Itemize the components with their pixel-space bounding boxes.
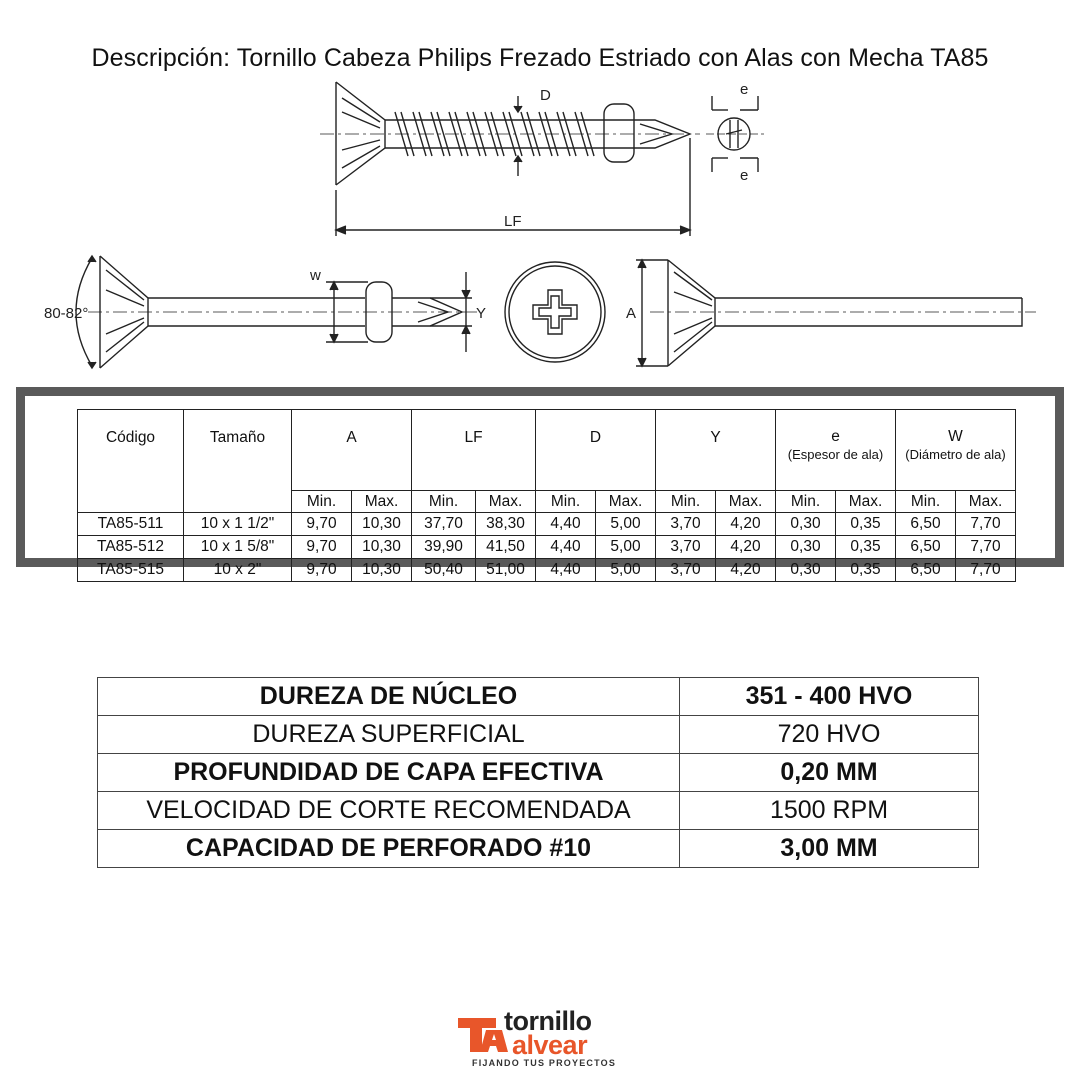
property-value: 351 - 400 HVO bbox=[680, 678, 979, 716]
cell-w-max: 7,70 bbox=[956, 513, 1016, 536]
label-y: Y bbox=[476, 305, 487, 322]
cell-w-max: 7,70 bbox=[956, 536, 1016, 559]
cell-y-min: 3,70 bbox=[656, 513, 716, 536]
header-w bbox=[896, 410, 1016, 491]
header-min: Min. bbox=[292, 491, 352, 513]
cell-y-max: 4,20 bbox=[716, 559, 776, 582]
screw-profile-view-right bbox=[636, 260, 1036, 366]
header-max: Max. bbox=[836, 491, 896, 513]
cell-lf-max: 41,50 bbox=[476, 536, 536, 559]
cell-codigo: TA85-515 bbox=[78, 559, 184, 582]
cell-w-min: 6,50 bbox=[896, 536, 956, 559]
brand-logo bbox=[456, 1006, 626, 1070]
cell-e-max: 0,35 bbox=[836, 536, 896, 559]
property-row bbox=[98, 754, 979, 792]
property-value: 3,00 MM bbox=[680, 830, 979, 868]
label-angle: 80-82° bbox=[44, 305, 89, 322]
cell-lf-min: 50,40 bbox=[412, 559, 476, 582]
cell-d-min: 4,40 bbox=[536, 536, 596, 559]
cell-codigo: TA85-512 bbox=[78, 536, 184, 559]
cell-y-min: 3,70 bbox=[656, 536, 716, 559]
spec-table bbox=[77, 409, 1016, 582]
logo-line-1: tornillo bbox=[504, 1006, 592, 1036]
cell-d-min: 4,40 bbox=[536, 559, 596, 582]
property-value: 0,20 MM bbox=[680, 754, 979, 792]
header-max: Max. bbox=[352, 491, 412, 513]
header-tamano: Tamaño bbox=[184, 410, 292, 513]
cell-d-min: 4,40 bbox=[536, 513, 596, 536]
property-name: CAPACIDAD DE PERFORADO #10 bbox=[98, 830, 680, 868]
cell-tamano: 10 x 1 1/2" bbox=[184, 513, 292, 536]
screw-technical-drawing bbox=[0, 80, 1080, 380]
header-y: Y bbox=[656, 410, 776, 491]
header-d: D bbox=[536, 410, 656, 491]
label-d: D bbox=[540, 87, 551, 104]
table-row bbox=[78, 536, 1016, 559]
cell-a-max: 10,30 bbox=[352, 536, 412, 559]
cell-lf-max: 38,30 bbox=[476, 513, 536, 536]
cell-d-max: 5,00 bbox=[596, 559, 656, 582]
property-value: 1500 RPM bbox=[680, 792, 979, 830]
cell-a-min: 9,70 bbox=[292, 513, 352, 536]
cell-y-max: 4,20 bbox=[716, 513, 776, 536]
header-min: Min. bbox=[776, 491, 836, 513]
header-codigo: Código bbox=[78, 410, 184, 513]
property-name: VELOCIDAD DE CORTE RECOMENDADA bbox=[98, 792, 680, 830]
header-min: Min. bbox=[656, 491, 716, 513]
property-name: DUREZA DE NÚCLEO bbox=[98, 678, 680, 716]
header-max: Max. bbox=[716, 491, 776, 513]
property-name: DUREZA SUPERFICIAL bbox=[98, 716, 680, 754]
property-row bbox=[98, 716, 979, 754]
properties-table bbox=[97, 677, 979, 868]
logo-line-2: alvear bbox=[512, 1030, 588, 1060]
logo-mark-icon bbox=[456, 1012, 510, 1054]
cell-a-max: 10,30 bbox=[352, 513, 412, 536]
header-max: Max. bbox=[956, 491, 1016, 513]
header-max: Max. bbox=[476, 491, 536, 513]
cell-a-min: 9,70 bbox=[292, 559, 352, 582]
cell-tamano: 10 x 2" bbox=[184, 559, 292, 582]
property-row bbox=[98, 678, 979, 716]
cell-e-min: 0,30 bbox=[776, 536, 836, 559]
cell-w-min: 6,50 bbox=[896, 513, 956, 536]
cell-w-max: 7,70 bbox=[956, 559, 1016, 582]
cell-lf-max: 51,00 bbox=[476, 559, 536, 582]
cell-w-min: 6,50 bbox=[896, 559, 956, 582]
cell-a-min: 9,70 bbox=[292, 536, 352, 559]
label-w: w bbox=[310, 267, 321, 284]
spec-table-frame bbox=[16, 387, 1064, 578]
header-min: Min. bbox=[896, 491, 956, 513]
cell-tamano: 10 x 1 5/8" bbox=[184, 536, 292, 559]
cell-e-max: 0,35 bbox=[836, 513, 896, 536]
label-e-top: e bbox=[740, 81, 749, 98]
screw-head-top-view bbox=[505, 262, 605, 362]
property-value: 720 HVO bbox=[680, 716, 979, 754]
page-title: Descripción: Tornillo Cabeza Philips Frezado Estriado con Alas con Mecha TA85 bbox=[91, 44, 989, 72]
label-e-bottom: e bbox=[740, 167, 749, 184]
header-e-label: e bbox=[831, 428, 840, 445]
wing-section-view bbox=[706, 96, 764, 172]
cell-a-max: 10,30 bbox=[352, 559, 412, 582]
header-w-label: W bbox=[948, 428, 963, 445]
header-a: A bbox=[292, 410, 412, 491]
cell-d-max: 5,00 bbox=[596, 513, 656, 536]
property-name: PROFUNDIDAD DE CAPA EFECTIVA bbox=[98, 754, 680, 792]
screw-profile-view bbox=[76, 256, 478, 368]
header-lf: LF bbox=[412, 410, 536, 491]
cell-d-max: 5,00 bbox=[596, 536, 656, 559]
cell-e-min: 0,30 bbox=[776, 559, 836, 582]
logo-tagline: FIJANDO TUS PROYECTOS bbox=[472, 1058, 617, 1068]
cell-y-min: 3,70 bbox=[656, 559, 716, 582]
cell-codigo: TA85-511 bbox=[78, 513, 184, 536]
header-min: Min. bbox=[536, 491, 596, 513]
cell-e-max: 0,35 bbox=[836, 559, 896, 582]
cell-e-min: 0,30 bbox=[776, 513, 836, 536]
header-e bbox=[776, 410, 896, 491]
table-row bbox=[78, 559, 1016, 582]
cell-lf-min: 39,90 bbox=[412, 536, 476, 559]
label-lf: LF bbox=[504, 213, 522, 230]
header-w-sub: (Diámetro de ala) bbox=[905, 447, 1006, 462]
label-a: A bbox=[626, 305, 637, 322]
header-max: Max. bbox=[596, 491, 656, 513]
property-row bbox=[98, 830, 979, 868]
table-row bbox=[78, 513, 1016, 536]
cell-lf-min: 37,70 bbox=[412, 513, 476, 536]
cell-y-max: 4,20 bbox=[716, 536, 776, 559]
header-e-sub: (Espesor de ala) bbox=[787, 447, 884, 462]
header-min: Min. bbox=[412, 491, 476, 513]
property-row bbox=[98, 792, 979, 830]
